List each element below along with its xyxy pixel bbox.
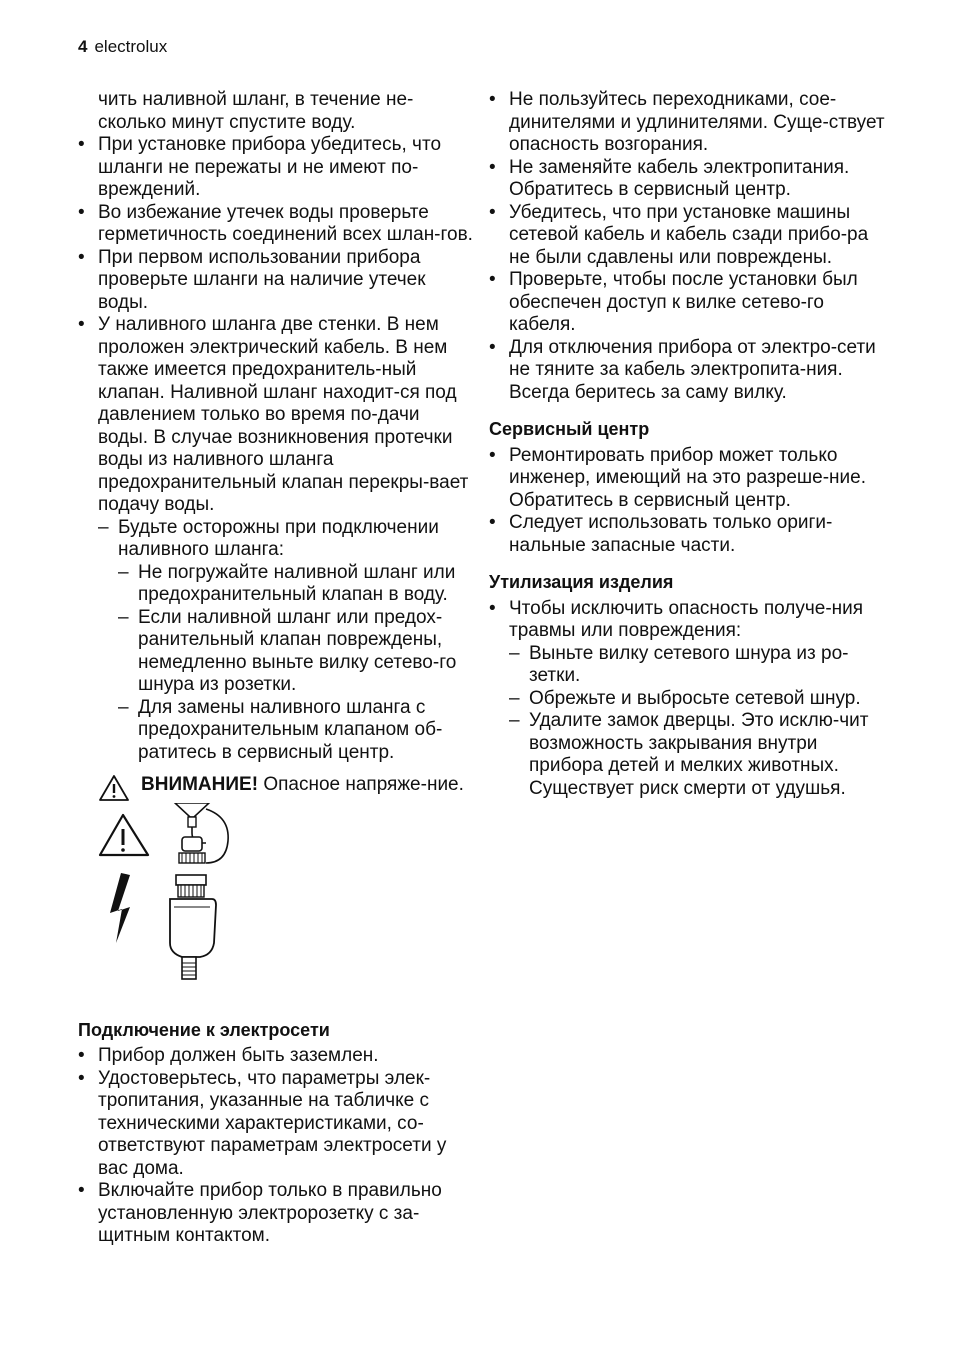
list-item: • При установке прибора убедитесь, что шланги не пережаты и не имеют по-вреждений. [78, 134, 473, 202]
warning-note [78, 774, 473, 797]
brand-name: electrolux [94, 37, 168, 56]
list-item: • Следует использовать только ориги-нальные запасные части. [489, 512, 889, 557]
lightning-bolt-icon [110, 873, 130, 943]
dash-item: – Выньте вилку сетевого шнура из ро-зетки. [509, 643, 889, 688]
list-item: • Чтобы исключить опасность получе-ния травмы или повреждения: [489, 598, 889, 643]
page-header [78, 37, 167, 57]
list-item: • При первом использовании прибора проверьте шланги на наличие утечек воды. [78, 247, 473, 315]
dash-item: – Обрежьте и выбросьте сетевой шнур. [509, 688, 889, 711]
list-item: • Прибор должен быть заземлен. [78, 1045, 473, 1068]
warning-text: Опасное напряже-ние. [263, 774, 464, 795]
list-item: • Включайте прибор только в правильно установленную электророзетку с за-щитным контактом. [78, 1180, 473, 1248]
left-column [78, 89, 473, 1248]
safety-valve-icon [170, 875, 216, 979]
sub-dash-item: – Если наливной шланг или предох-ранительный клапан повреждены, немедленно выньте вилку сетево-го шнура из розетки. [118, 607, 473, 697]
list-item: • Не заменяйте кабель электропитания. Обратитесь в сервисный центр. [489, 157, 889, 202]
sub-dash-item: – Не погружайте наливной шланг или предохранительный клапан в воду. [118, 562, 473, 607]
warning-triangle-icon [100, 815, 148, 855]
section-heading-electric: Подключение к электросети [78, 1019, 330, 1040]
list-item: • Для отключения прибора от электро-сети не тяните за кабель электропита-ния. Всегда беритесь за саму вилку. [489, 337, 889, 405]
list-item: • Проверьте, чтобы после установки был обеспечен доступ к вилке сетево-го кабеля. [489, 269, 889, 337]
section-heading-disposal: Утилизация изделия [489, 572, 674, 592]
list-item: • Не пользуйтесь переходниками, сое-динителями и удлинителями. Суще-ствует опасность возгорания. [489, 89, 889, 157]
hose-diagram [78, 803, 338, 1003]
dash-item: – Будьте осторожны при подключении наливного шланга: [98, 517, 473, 562]
section-heading-service: Сервисный центр [489, 419, 650, 439]
water-tap-icon [175, 803, 228, 863]
list-item: • Во избежание утечек воды проверьте герметичность соединений всех шлан-гов. [78, 202, 473, 247]
hose-safety-illustration [78, 803, 338, 1003]
right-column [489, 89, 889, 800]
list-item: • Убедитесь, что при установке машины сетевой кабель и кабель сзади прибо-ра не были сдавлены или повреждены. [489, 202, 889, 270]
list-item: • Ремонтировать прибор может только инженер, имеющий на это разреше-ние. Обратитесь в сервисный центр. [489, 445, 889, 513]
paragraph-continuation: чить наливной шланг, в течение не-сколько минут спустите воду. [98, 89, 414, 133]
list-item: • Удостоверьтесь, что параметры элек-тропитания, указанные на табличке с техническими характеристиками, со-ответствуют параметрам электросети у вас дома. [78, 1068, 473, 1181]
warning-label: ВНИМАНИЕ! [141, 774, 259, 795]
list-item: • У наливного шланга две стенки. В нем проложен электрический кабель. В нем также имеется предохранитель-ный клапан. Наливной шланг находит-ся под давлением только во время по-дачи воды. В случае возникновения протечки воды из наливного шланга предохранительный клапан перекры-вает подачу воды. [78, 314, 473, 517]
dash-item: – Удалите замок дверцы. Это исклю-чит возможность закрывания внутри прибора детей и мелких животных. Существует риск смерти от удушья. [509, 710, 889, 800]
page-number: 4 [78, 37, 88, 56]
sub-dash-item: – Для замены наливного шланга с предохранительным клапаном об-ратитесь в сервисный центр. [118, 697, 473, 765]
warning-triangle-icon [98, 774, 130, 802]
